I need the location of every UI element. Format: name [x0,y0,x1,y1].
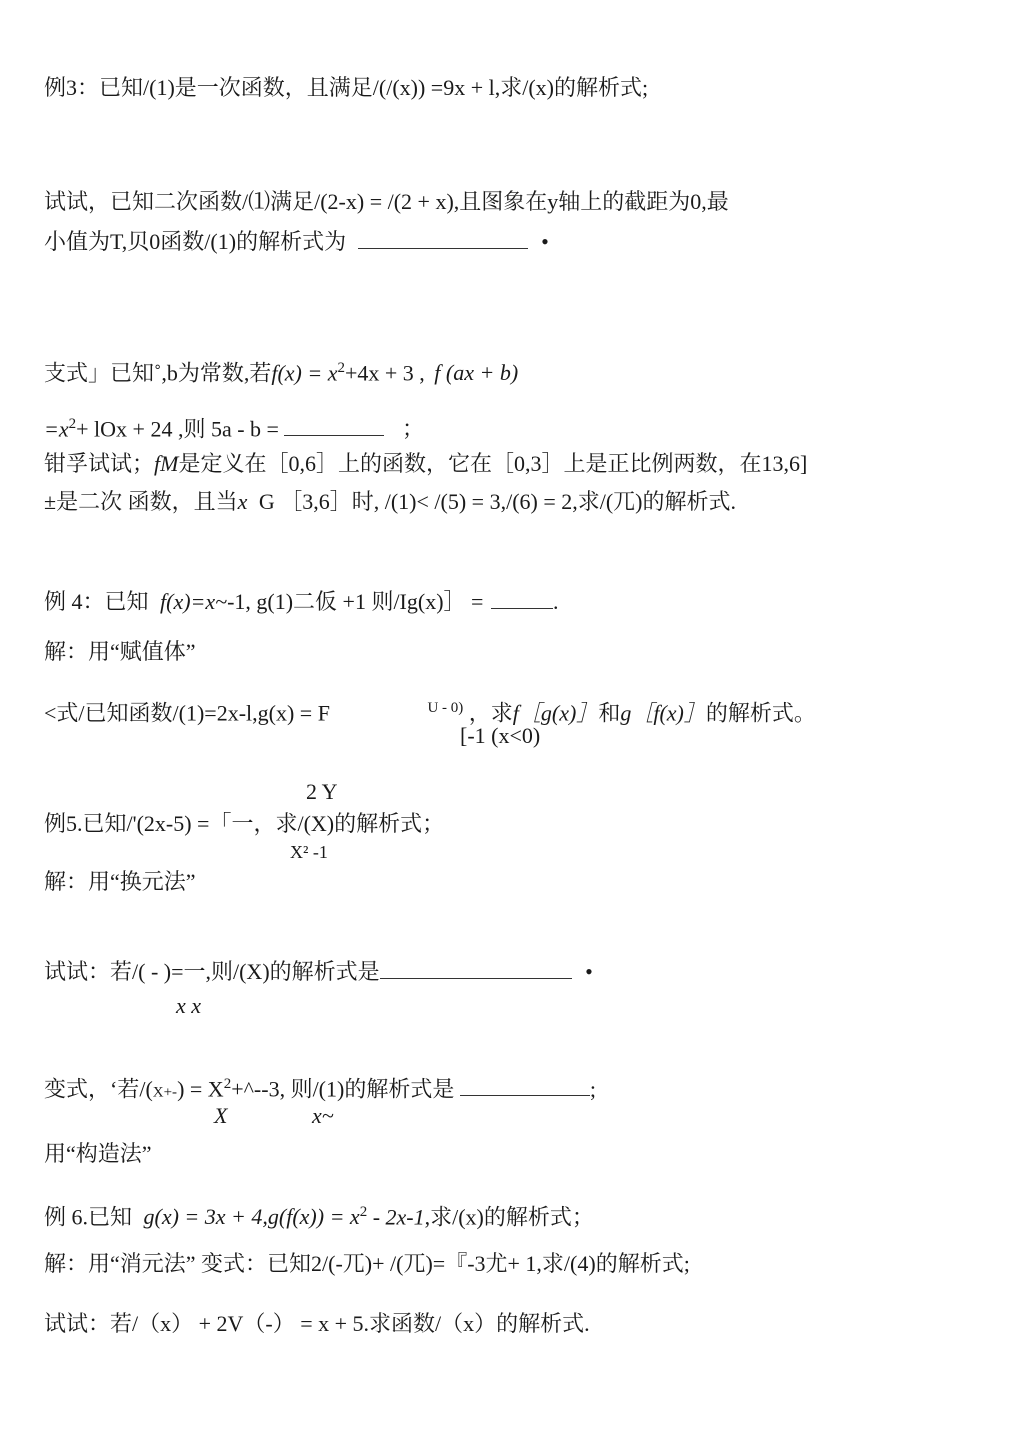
method-substitution: 解：用“换元法” [44,869,196,894]
fraction-denominators: x x [176,993,202,1018]
example-6-intro: 例 6.已知 [44,1204,133,1230]
formula-fm: fM [154,451,179,476]
exercise-4-line: 试试：若/（x） + 2V（-） = x + 5.求函数/（x）的解析式. [44,1311,590,1336]
piecewise-bottom: [-1 (x<0) [460,723,541,748]
variant-1-line-1 [44,354,518,387]
variant-2-intro: <式/已知函数/(1)=2x-l,g(x) = F [44,700,330,726]
and-text: 和 [598,700,621,726]
fraction-denominator-x: X [214,1103,228,1128]
exercise-1-line-1: 试试，已知二次函数/⑴满足/(2-x) = /(2 + x),且图象在y轴上的截距为0,最 [44,189,729,214]
formula-rest: + lOx + 24 ,则 5a - b = [76,416,279,442]
variant-3-intro: 变式，‘若/( [44,1076,153,1102]
exercise-2-text: ±是二次 函数，且当 [44,489,238,514]
variant-2-tail: 的解析式。 [705,700,816,726]
formula-x: =x [44,416,69,442]
exercise-2-intro: 钳孚试试； [44,451,155,476]
method-elimination-line: 解：用“消元法” 变式：已知2/(-兀)+ /(兀)=『-3尤+ 1,求/(4)的解析式; [44,1251,690,1276]
formula-part: ) = X [177,1076,224,1102]
answer-blank [491,588,553,609]
exercise-2-line-2 [44,488,736,516]
bullet-mark: • [541,229,549,254]
semicolon: ； [401,416,424,442]
exercise-3-text: 试试：若/( - )=一,则/(X)的解析式是 [44,959,380,984]
formula-rest: - 2x-1 [367,1204,425,1230]
example-5-line: 例5.已知/'(2x-5) =「一，求/(X)的解析式； [44,811,445,836]
fraction-denominator-x2: x~ [312,1103,334,1128]
answer-blank [284,415,384,436]
example-4-line [44,588,558,616]
exercise-3-line [44,958,593,986]
piecewise-top: U - 0) [427,700,464,716]
formula-fax: f (ax + b) [434,360,519,386]
superscript: 2 [68,416,77,432]
exercise-2-line-1 [44,450,807,478]
answer-blank [380,958,572,979]
example-6-line [44,1198,594,1231]
formula-part: X+- [152,1084,178,1101]
formula-gx: g(x) = 3x + 4,g(f(x)) = x [143,1204,360,1230]
answer-blank [460,1075,590,1096]
variant-2-text: ，求 [468,700,513,726]
superscript: 2 [337,360,345,376]
formula-fx: f(x)=x~ [160,589,228,614]
exercise-1-prompt: 小值为T,贝0函数/(1)的解析式为 [44,229,347,254]
exercise-1-line-2 [44,228,549,256]
semicolon: ; [589,1076,596,1102]
formula-fgx: f［g(x)］ [512,700,599,726]
variant-1-intro: 支式」已知˚,b为常数,若 [44,360,272,386]
method-construction: 用“构造法” [44,1141,152,1166]
formula-rest: -1, g(1)二仮 +1 则/Ig(x)］ = [227,589,484,614]
formula-gfx: g［f(x)］ [620,700,706,726]
variant-2-line [44,694,816,727]
variant-3-line [44,1070,596,1106]
superscript: 2 [223,1076,232,1092]
example-4-intro: 例 4：已知 [44,589,149,614]
superscript: 2 [359,1204,368,1220]
period: . [552,589,559,614]
formula-x: x [237,489,248,514]
formula-fx: f(x) = x [271,360,338,386]
fraction-numerator: 2 Y [306,779,338,804]
bullet-mark: • [585,959,593,984]
exercise-2-text: 是定义在［0,6］上的函数，它在［0,3］上是正比例两数，在13,6] [178,451,808,476]
example-6-tail: ,求/(x)的解析式； [424,1204,594,1230]
method-assign-value: 解：用“赋值体” [44,639,196,664]
fraction-denominator: X² -1 [290,842,328,862]
exercise-2-text: G ［3,6］时, /(1)< /(5) = 3,/(6) = 2,求/(兀)的解析式. [258,489,737,514]
variant-1-line-2 [44,410,424,443]
variant-3-text: +^--3, 则/(1)的解析式是 [231,1076,455,1102]
formula-rest: +4x + 3 , [344,360,425,386]
example-3-text: 例3：已知/(1)是一次函数，且满足/(/(x)) =9x + l,求/(x)的解析式; [44,75,649,100]
answer-blank [358,228,528,249]
